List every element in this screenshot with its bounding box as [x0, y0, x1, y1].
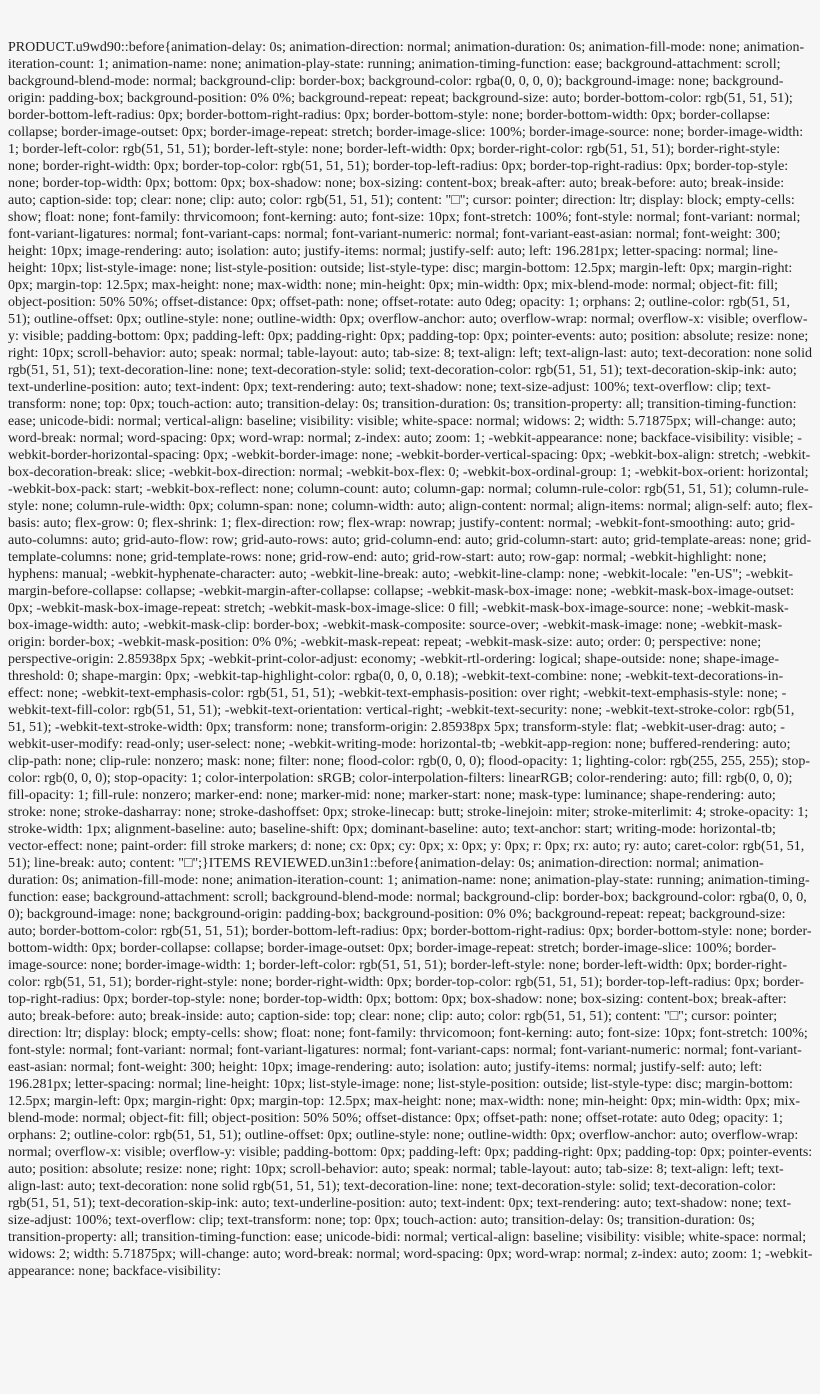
rule-2-declarations: {animation-delay: 0s; animation-direction: normal; animation-duration: 0s; animation-fill-mode: none; animation-iteration-count: 1; animation-name: none; animation-play-state: running; animation-timing-function: ease; background-attachment: scroll; background-blend-mode: normal; background-clip: border-box; background-color: rgba(0, 0, 0, 0); background-image: none; background-origin: padding-box; background-position: 0% 0%; background-repeat: repeat; background-size: auto; border-bottom-color: rgb(51, 51, 51); border-bottom-left-radius: 0px; border-bottom-right-radius: 0px; border-bottom-style: none; border-bottom-width: 0px; border-collapse: collapse; border-image-outset: 0px; border-image-repeat: stretch; border-image-slice: 100%; border-image-source: none; border-image-width: 1; border-left-color: rgb(51, 51, 51); border-left-style: none; border-left-width: 0px; border-right-color: rgb(51, 51, 51); border-right-style: none; border-right-width: 0px; border-top-color: rgb(51, 51, 51); border-top-left-radius: 0px; border-top-right-radius: 0px; border-top-style: none; border-top-width: 0px; bottom: 0px; box-shadow: none; box-sizing: content-box; break-after: auto; break-before: auto; break-inside: auto; caption-side: top; clear: none; clip: auto; color: rgb(51, 51, 51); content: "□"; cursor: pointer; direction: ltr; display: block; empty-cells: show; float: none; font-family: thrvicomoon; font-kerning: auto; font-size: 10px; font-stretch: 100%; font-style: normal; font-variant: normal; font-variant-ligatures: normal; font-variant-caps: normal; font-variant-numeric: normal; font-variant-east-asian: normal; font-weight: 300; height: 10px; image-rendering: auto; isolation: auto; justify-items: normal; justify-self: auto; left: 196.281px; letter-spacing: normal; line-height: 10px; list-style-image: none; list-style-position: outside; list-style-type: disc; margin-bottom: 12.5px; margin-left: 0px; margin-right: 0px; margin-top: 12.5px; max-height: none; max-width: none; min-height: 0px; min-width: 0px; mix-blend-mode: normal; object-fit: fill; object-position: 50% 50%; offset-distance: 0px; offset-path: none; offset-rotate: auto 0deg; opacity: 1; orphans: 2; outline-color: rgb(51, 51, 51); outline-offset: 0px; outline-style: none; outline-width: 0px; overflow-anchor: auto; overflow-wrap: normal; overflow-x: visible; overflow-y: visible; padding-bottom: 0px; padding-left: 0px; padding-right: 0px; padding-top: 0px; pointer-events: auto; position: absolute; resize: none; right: 10px; scroll-behavior: auto; speak: normal; table-layout: auto; tab-size: 8; text-align: left; text-align-last: auto; text-decoration: none solid rgb(51, 51, 51); text-decoration-line: none; text-decoration-style: solid; text-decoration-color: rgb(51, 51, 51); text-decoration-skip-ink: auto; text-underline-position: auto; text-indent: 0px; text-rendering: auto; text-shadow: none; text-size-adjust: 100%; text-overflow: clip; text-transform: none; top: 0px; touch-action: auto; transition-delay: 0s; transition-duration: 0s; transition-property: all; transition-timing-function: ease; unicode-bidi: normal; vertical-align: baseline; visibility: visible; white-space: normal; widows: 2; width: 5.71875px; will-change: auto; word-break: normal; word-spacing: 0px; word-wrap: normal; z-index: auto; zoom: 1; -webkit-appearance: none; backface-visibility:: [8, 856, 813, 1279]
rule-2-selector: ITEMS REVIEWED.un3in1::before: [208, 856, 414, 871]
rule-1-selector: PRODUCT.u9wd90::before: [8, 40, 165, 55]
rule-1-declarations: {animation-delay: 0s; animation-direction: normal; animation-duration: 0s; animation-fill-mode: none; animation-iteration-count: 1; animation-name: none; animation-play-state: running; animation-timing-function: ease; background-attachment: scroll; background-blend-mode: normal; background-clip: border-box; background-color: rgba(0, 0, 0, 0); background-image: none; background-origin: padding-box; background-position: 0% 0%; background-repeat: repeat; background-size: auto; border-bottom-color: rgb(51, 51, 51); border-bottom-left-radius: 0px; border-bottom-right-radius: 0px; border-bottom-style: none; border-bottom-width: 0px; border-collapse: collapse; border-image-outset: 0px; border-image-repeat: stretch; border-image-slice: 100%; border-image-source: none; border-image-width: 1; border-left-color: rgb(51, 51, 51); border-left-style: none; border-left-width: 0px; border-right-color: rgb(51, 51, 51); border-right-style: none; border-right-width: 0px; border-top-color: rgb(51, 51, 51); border-top-left-radius: 0px; border-top-right-radius: 0px; border-top-style: none; border-top-width: 0px; bottom: 0px; box-shadow: none; box-sizing: content-box; break-after: auto; break-before: auto; break-inside: auto; caption-side: top; clear: none; clip: auto; color: rgb(51, 51, 51); content: "□"; cursor: pointer; direction: ltr; display: block; empty-cells: show; float: none; font-family: thrvicomoon; font-kerning: auto; font-size: 10px; font-stretch: 100%; font-style: normal; font-variant: normal; font-variant-ligatures: normal; font-variant-caps: normal; font-variant-numeric: normal; font-variant-east-asian: normal; font-weight: 300; height: 10px; image-rendering: auto; isolation: auto; justify-items: normal; justify-self: auto; left: 196.281px; letter-spacing: normal; line-height: 10px; list-style-image: none; list-style-position: outside; list-style-type: disc; margin-bottom: 12.5px; margin-left: 0px; margin-right: 0px; margin-top: 12.5px; max-height: none; max-width: none; min-height: 0px; min-width: 0px; mix-blend-mode: normal; object-fit: fill; object-position: 50% 50%; offset-distance: 0px; offset-path: none; offset-rotate: auto 0deg; opacity: 1; orphans: 2; outline-color: rgb(51, 51, 51); outline-offset: 0px; outline-style: none; outline-width: 0px; overflow-anchor: auto; overflow-wrap: normal; overflow-x: visible; overflow-y: visible; padding-bottom: 0px; padding-left: 0px; padding-right: 0px; padding-top: 0px; pointer-events: auto; position: absolute; resize: none; right: 10px; scroll-behavior: auto; speak: normal; table-layout: auto; tab-size: 8; text-align: left; text-align-last: auto; text-decoration: none solid rgb(51, 51, 51); text-decoration-line: none; text-decoration-style: solid; text-decoration-color: rgb(51, 51, 51); text-decoration-skip-ink: auto; text-underline-position: auto; text-indent: 0px; text-rendering: auto; text-shadow: none; text-size-adjust: 100%; text-overflow: clip; text-transform: none; top: 0px; touch-action: auto; transition-delay: 0s; transition-duration: 0s; transition-property: all; transition-timing-function: ease; unicode-bidi: normal; vertical-align: baseline; visibility: visible; white-space: normal; widows: 2; width: 5.71875px; will-change: auto; word-break: normal; word-spacing: 0px; word-wrap: normal; z-index: auto; zoom: 1; -webkit-appearance: none; backface-visibility: visible; -webkit-border-horizontal-spacing: 0px; -webkit-border-image: none; -webkit-border-vertical-spacing: 0px; -webkit-box-align: stretch; -webkit-box-decoration-break: slice; -webkit-box-direction: normal; -webkit-box-flex: 0; -webkit-box-ordinal-group: 1; -webkit-box-orient: horizontal; -webkit-box-pack: start; -webkit-box-reflect: none; column-count: auto; column-gap: normal; column-rule-color: rgb(51, 51, 51); column-rule-style: none; column-rule-width: 0px; column-span: none; column-width: auto; align-content: normal; align-items: normal; align-self: auto; flex-basis: auto; flex-grow: 0; flex-shrink: 1; flex-direction: row; flex-wrap: nowrap; justify-content: normal; -webkit-font-smoothing: auto; grid-auto-columns: auto; grid-auto-flow: row; grid-auto-rows: auto; grid-column-end: auto; grid-column-start: auto; grid-template-areas: none; grid-template-columns: none; grid-template-rows: none; grid-row-end: auto; grid-row-start: auto; row-gap: normal; -webkit-highlight: none; hyphens: manual; -webkit-hyphenate-character: auto; -webkit-line-break: auto; -webkit-line-clamp: none; -webkit-locale: "en-US"; -webkit-margin-before-collapse: collapse; -webkit-margin-after-collapse: collapse; -webkit-mask-box-image: none; -webkit-mask-box-image-outset: 0px; -webkit-mask-box-image-repeat: stretch; -webkit-mask-box-image-slice: 0 fill; -webkit-mask-box-image-source: none; -webkit-mask-box-image-width: auto; -webkit-mask-clip: border-box; -webkit-mask-composite: source-over; -webkit-mask-image: none; -webkit-mask-origin: border-box; -webkit-mask-position: 0% 0%; -webkit-mask-repeat: repeat; -webkit-mask-size: auto; order: 0; perspective: none; perspective-origin: 2.85938px 5px; -webkit-print-color-adjust: economy; -webkit-rtl-ordering: logical; shape-outside: none; shape-image-threshold: 0; shape-margin: 0px; -webkit-tap-highlight-color: rgba(0, 0, 0, 0.18); -webkit-text-combine: none; -webkit-text-decorations-in-effect: none; -webkit-text-emphasis-color: rgb(51, 51, 51); -webkit-text-emphasis-position: over right; -webkit-text-emphasis-style: none; -webkit-text-fill-color: rgb(51, 51, 51); -webkit-text-orientation: vertical-right; -webkit-text-security: none; -webkit-text-stroke-color: rgb(51, 51, 51); -webkit-text-stroke-width: 0px; transform: none; transform-origin: 2.85938px 5px; transform-style: flat; -webkit-user-drag: auto; -webkit-user-modify: read-only; user-select: none; -webkit-writing-mode: horizontal-tb; -webkit-app-region: none; buffered-rendering: auto; clip-path: none; clip-rule: nonzero; mask: none; filter: none; flood-color: rgb(0, 0, 0); flood-opacity: 1; lighting-color: rgb(255, 255, 255); stop-color: rgb(0, 0, 0); stop-opacity: 1; color-interpolation: sRGB; color-interpolation-filters: linearRGB; color-rendering: auto; fill: rgb(0, 0, 0); fill-opacity: 1; fill-rule: nonzero; marker-end: none; marker-mid: none; marker-start: none; mask-type: luminance; shape-rendering: auto; stroke: none; stroke-dasharray: none; stroke-dashoffset: 0px; stroke-linecap: butt; stroke-linejoin: miter; stroke-miterlimit: 4; stroke-opacity: 1; stroke-width: 1px; alignment-baseline: auto; baseline-shift: 0px; dominant-baseline: auto; text-anchor: start; writing-mode: horizontal-tb; vector-effect: none; paint-order: fill stroke markers; d: none; cx: 0px; cy: 0px; x: 0px; y: 0px; r: 0px; rx: auto; ry: auto; caret-color: rgb(51, 51, 51); line-break: auto; content: "□";}: [8, 40, 813, 871]
